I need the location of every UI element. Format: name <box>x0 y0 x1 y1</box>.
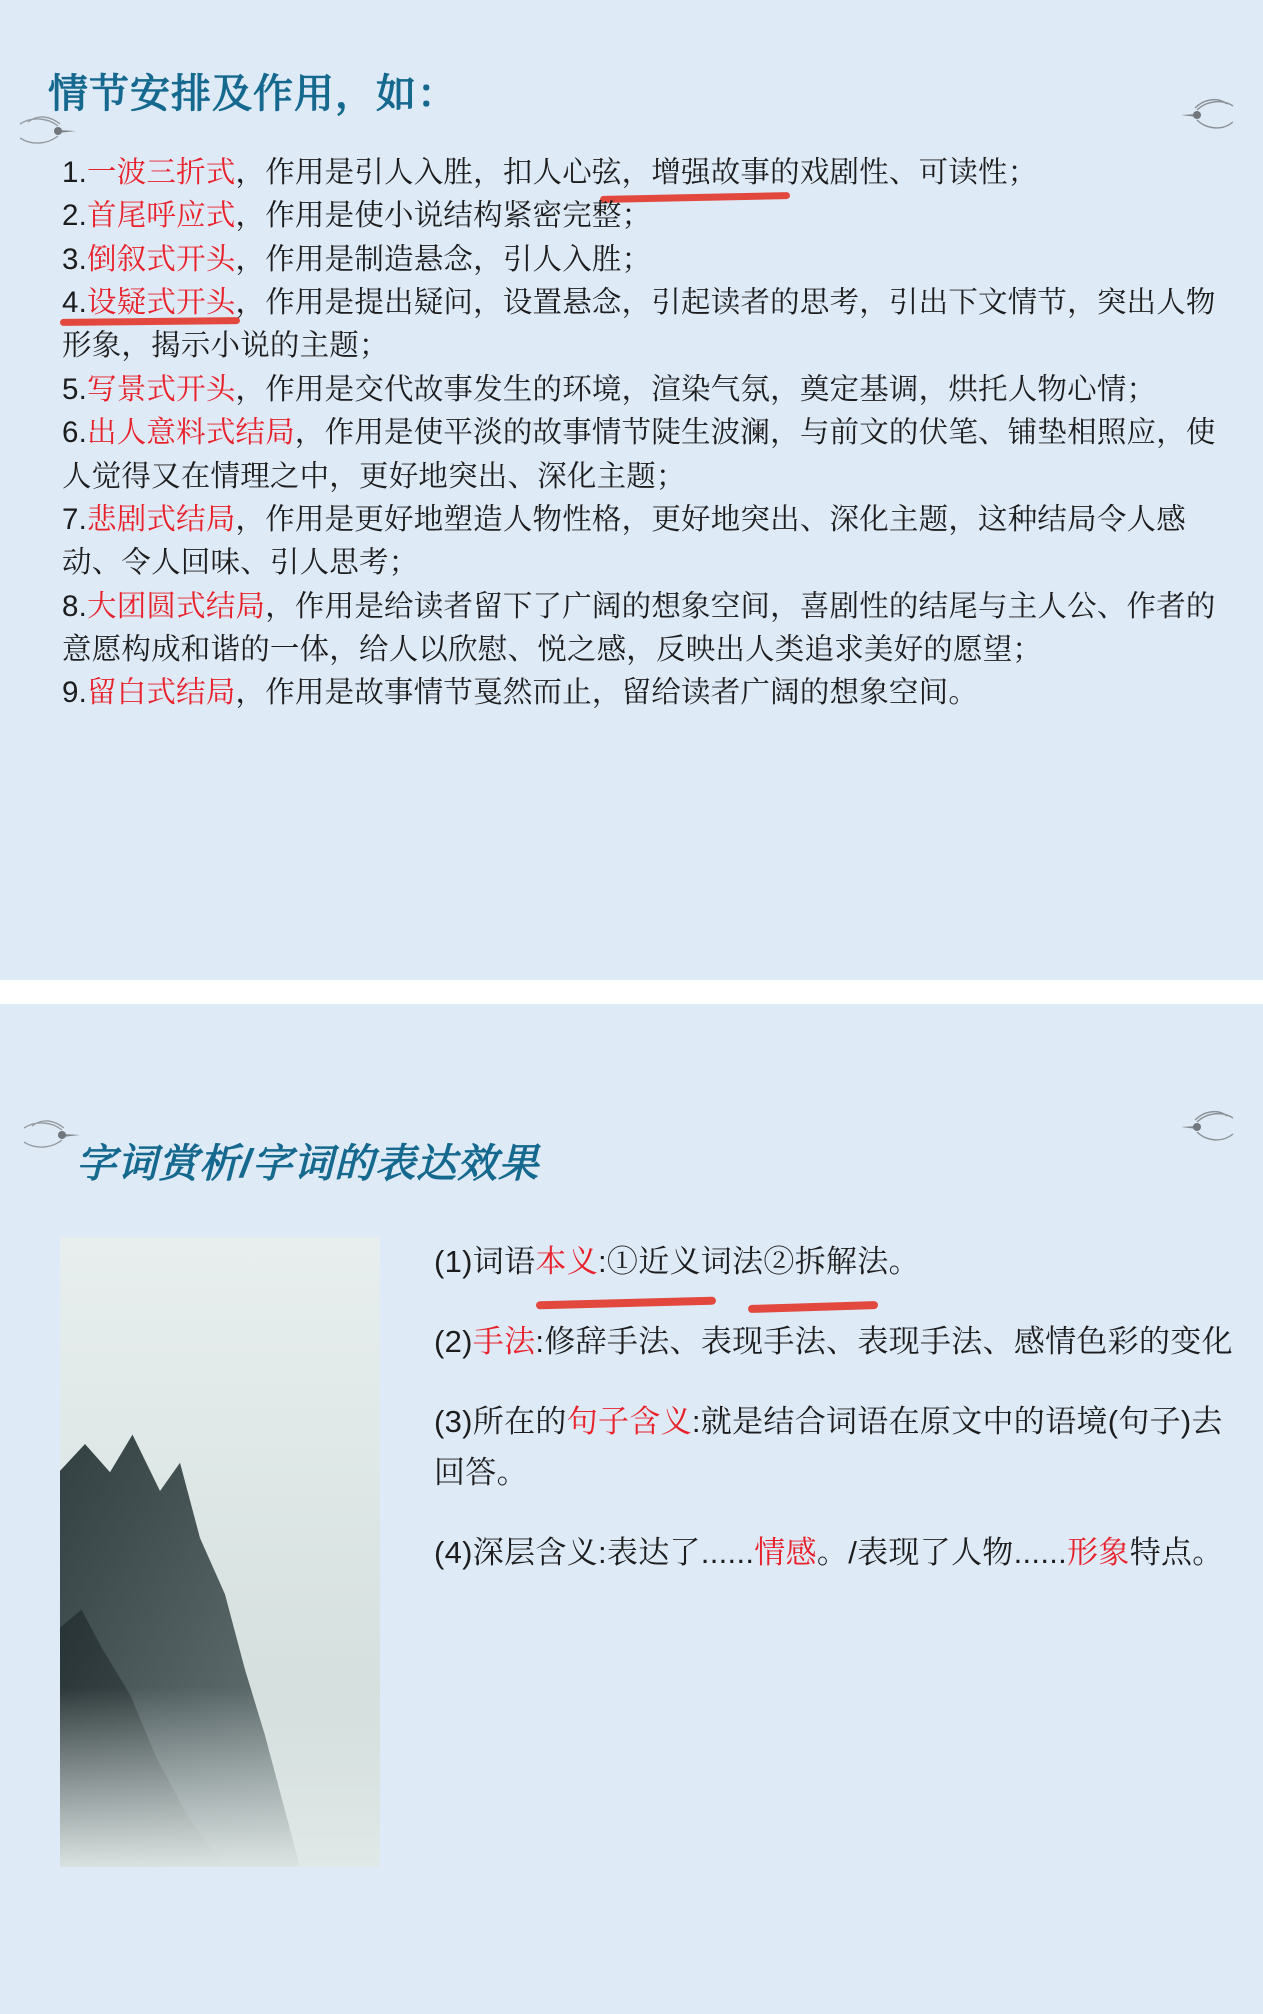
list-item <box>62 585 1225 672</box>
list-item <box>62 411 1225 498</box>
list-item <box>62 238 1225 281</box>
paragraph <box>434 1528 1233 1578</box>
list-item <box>62 151 1225 194</box>
paragraph-prefix: (1)词语 <box>434 1244 536 1279</box>
item-number: 5. <box>62 372 88 406</box>
paragraph-keyword: 手法 <box>472 1324 536 1360</box>
item-text: ，作用是使平淡的故事情节陡生波澜，与前文的伏笔、铺垫相照应，使人觉得又在情理之中，更好地突出、深化主题； <box>62 416 1216 493</box>
paragraph-text: :修辞手法、表现手法、表现手法、感情色彩的变化 <box>535 1324 1233 1360</box>
paragraph <box>434 1397 1233 1497</box>
item-keyword: 出人意料式结局 <box>87 416 295 450</box>
appreciation-text <box>380 1237 1263 1867</box>
item-number: 1. <box>62 156 88 189</box>
section-divider <box>0 980 1263 992</box>
paragraph-text: 。/表现了人物...... <box>816 1534 1068 1570</box>
item-keyword: 首尾呼应式 <box>87 199 236 233</box>
paragraph-text-2: 特点。 <box>1129 1534 1224 1570</box>
item-number: 7. <box>62 502 88 536</box>
item-keyword: 写景式开头 <box>87 372 236 406</box>
item-number: 2. <box>62 199 88 233</box>
red-underline-3 <box>536 1297 716 1310</box>
section-plot-arrangement <box>0 0 1263 980</box>
cliff-photo <box>60 1237 380 1867</box>
section-title-2: 字词赏析/字词的表达效果 <box>76 1142 540 1186</box>
paragraph <box>434 1317 1233 1367</box>
paragraph-keyword: 情感 <box>754 1534 817 1570</box>
item-text: ，作用是故事情节戛然而止，留给读者广阔的想象空间。 <box>235 676 979 710</box>
item-text: ，作用是提出疑问，设置悬念，引起读者的思考，引出下文情节，突出人物形象，揭示小说的主题； <box>62 286 1216 363</box>
list-item <box>62 671 1225 714</box>
item-text: ，作用是更好地塑造人物性格，更好地突出、深化主题，这种结局令人感动、令人回味、引人思考； <box>62 502 1186 580</box>
plot-list <box>0 119 1263 715</box>
red-underline-4 <box>748 1301 878 1313</box>
paragraph-keyword: 本义 <box>535 1244 598 1279</box>
list-item <box>62 194 1225 237</box>
paragraph-keyword-2: 形象 <box>1067 1534 1130 1570</box>
item-keyword: 设疑式开头 <box>87 286 236 320</box>
item-text: ，作用是给读者留下了广阔的想象空间，喜剧性的结尾与主人公、作者的意愿构成和谐的一体，给人以欣慰、悦之感，反映出人类追求美好的愿望； <box>62 589 1216 666</box>
item-text: ，作用是制造悬念，引人入胜； <box>235 242 652 276</box>
paragraph-keyword: 句子含义 <box>566 1404 692 1440</box>
list-item <box>62 281 1225 368</box>
item-keyword: 倒叙式开头 <box>87 242 236 276</box>
mosquito-icon <box>1177 92 1241 140</box>
item-number: 8. <box>62 589 88 623</box>
section-word-appreciation <box>0 1004 1263 2014</box>
item-number: 6. <box>62 416 88 450</box>
item-text: ，作用是使小说结构紧密完整； <box>235 199 652 233</box>
item-keyword: 留白式结局 <box>87 676 236 710</box>
paragraph-text: :①近义词法②拆解法。 <box>598 1244 920 1279</box>
item-keyword: 一波三折式 <box>87 156 236 189</box>
paragraph-prefix: (4)深层含义:表达了...... <box>434 1534 755 1570</box>
item-number: 4. <box>62 286 88 320</box>
paragraph-prefix: (3)所在的 <box>434 1404 567 1440</box>
paragraph-text: :就是结合词语在原文中的语境(句子)去回答。 <box>434 1404 1223 1490</box>
paragraph-prefix: (2) <box>434 1324 473 1360</box>
paragraph <box>434 1237 1233 1287</box>
list-item <box>62 368 1225 411</box>
item-number: 3. <box>62 242 88 276</box>
mosquito-icon <box>1177 1104 1241 1152</box>
item-number: 9. <box>62 676 88 710</box>
list-item <box>62 498 1225 585</box>
dragonfly-icon <box>18 1112 82 1160</box>
item-keyword: 大团圆式结局 <box>87 589 266 623</box>
dragonfly-icon <box>14 108 78 156</box>
section-title-1: 情节安排及作用，如： <box>48 72 458 116</box>
item-text: ，作用是引人入胜，扣人心弦，增强故事的戏剧性、可读性； <box>235 156 1038 189</box>
item-text: ，作用是交代故事发生的环境，渲染气氛，奠定基调，烘托人物心情； <box>235 372 1157 406</box>
section2-content <box>0 1189 1263 1867</box>
mist-overlay <box>60 1687 380 1867</box>
item-keyword: 悲剧式结局 <box>87 502 236 536</box>
